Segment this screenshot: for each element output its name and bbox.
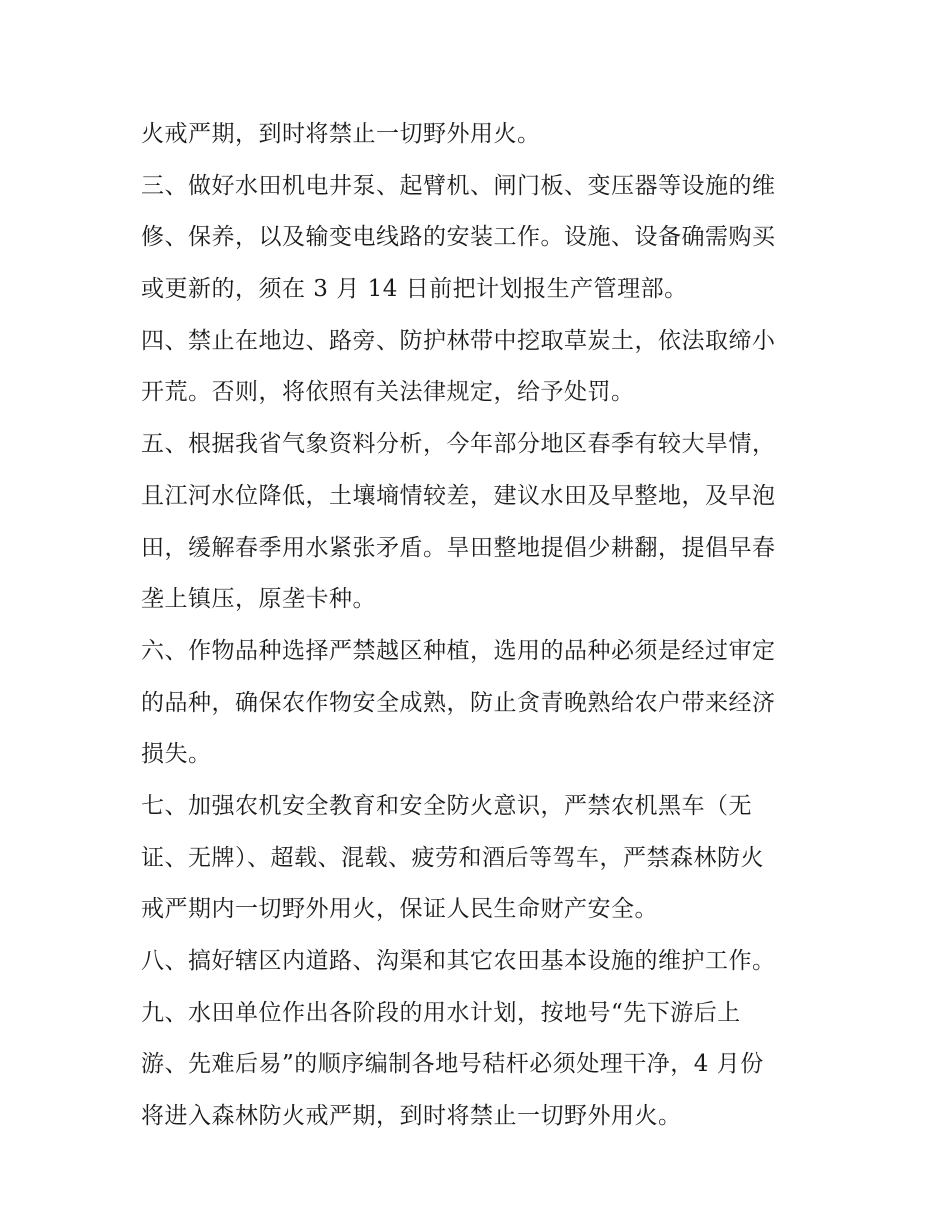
text-line: 游、先难后易”的顺序编制各地号秸杆必须处理干净，4 月份 xyxy=(141,1051,764,1078)
text-line: 证、无牌）、超载、混载、疲劳和酒后等驾车，严禁森林防火 xyxy=(141,844,764,871)
text-line: 的品种，确保农作物安全成熟，防止贪青晚熟给农户带来经济 xyxy=(141,689,776,716)
text-line: 田，缓解春季用水紧张矛盾。旱田整地提倡少耕翻，提倡早春 xyxy=(141,534,776,561)
document-body xyxy=(141,109,821,1143)
text-line: 八、搞好辖区内道路、沟渠和其它农田基本设施的维护工作。 xyxy=(141,948,776,974)
text-line: 火戒严期，到时将禁止一切野外用火。 xyxy=(141,121,541,147)
text-line: 五、根据我省气象资料分析，今年部分地区春季有较大旱情， xyxy=(141,431,776,458)
text-line: 六、作物品种选择严禁越区种植，选用的品种必须是经过审定 xyxy=(141,637,776,664)
text-line: 三、做好水田机电井泵、起臂机、闸门板、变压器等设施的维 xyxy=(141,172,776,199)
text-line: 四、禁止在地边、路旁、防护林带中挖取草炭土，依法取缔小 xyxy=(141,327,776,354)
text-line: 垄上镇压，原垄卡种。 xyxy=(141,586,376,613)
text-line: 将进入森林防火戒严期，到时将禁止一切野外用火。 xyxy=(141,1103,682,1130)
text-line: 九、水田单位作出各阶段的用水计划，按地号“先下游后上 xyxy=(141,999,741,1026)
text-line: 且江河水位降低，土壤墒情较差，建议水田及早整地，及早泡 xyxy=(141,482,776,509)
text-line: 修、保养，以及输变电线路的安装工作。设施、设备确需购买 xyxy=(141,224,776,251)
text-line: 或更新的，须在 3 月 14 日前把计划报生产管理部。 xyxy=(141,276,688,303)
text-line: 七、加强农机安全教育和安全防火意识，严禁农机黑车（无 xyxy=(141,792,752,819)
text-line: 损失。 xyxy=(141,741,212,768)
text-line: 开荒。否则，将依照有关法律规定，给予处罚。 xyxy=(141,379,635,406)
text-line: 戒严期内一切野外用火，保证人民生命财产安全。 xyxy=(141,896,658,923)
